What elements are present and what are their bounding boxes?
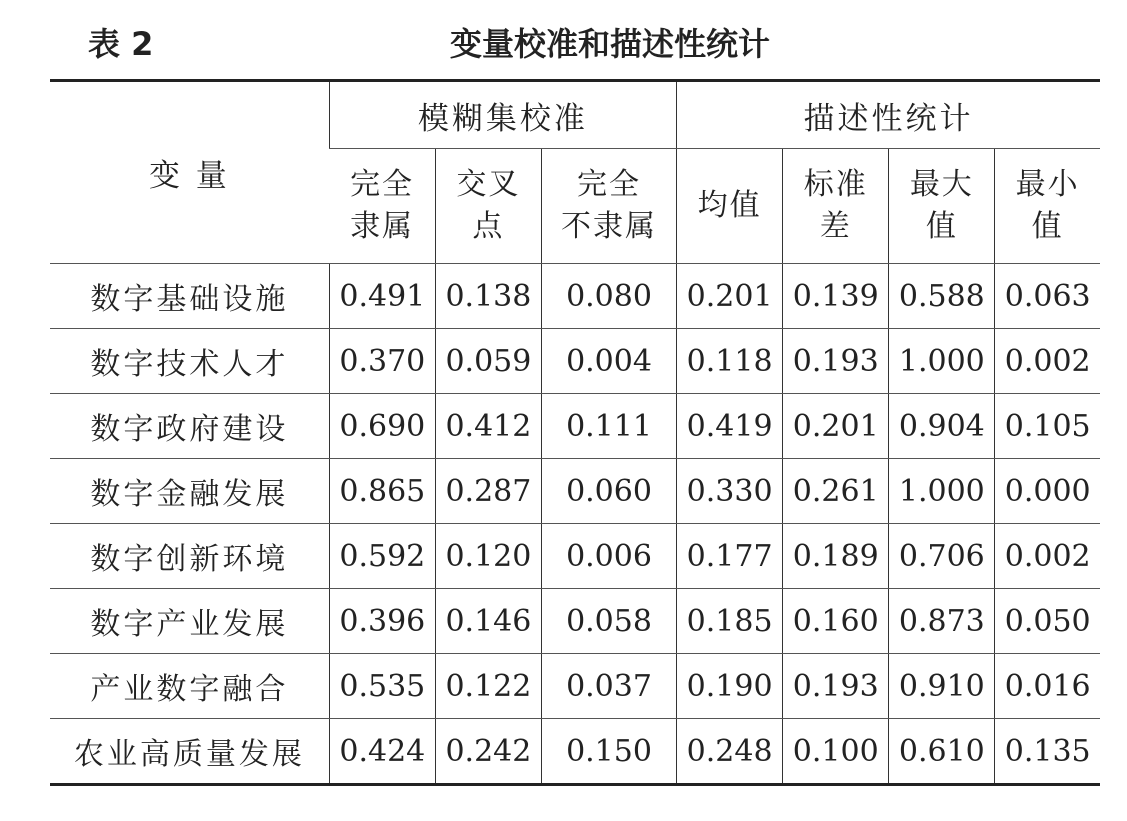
table-cell: 0.016: [995, 654, 1100, 719]
table-cell: 0.177: [677, 524, 783, 589]
row-label: 数字基础设施: [50, 264, 329, 329]
group-header-descriptive: 描述性统计: [677, 81, 1100, 149]
table-number: 表 2: [88, 25, 154, 63]
col-header-full-membership: 完全 隶属: [329, 149, 435, 264]
table-cell: 0.135: [995, 719, 1100, 785]
table-title: 变量校准和描述性统计: [449, 25, 770, 63]
table-cell: 0.185: [677, 589, 783, 654]
table-row: [50, 459, 1100, 524]
row-label: 产业数字融合: [50, 654, 329, 719]
table-cell: 0.865: [329, 459, 435, 524]
table-cell: 0.080: [541, 264, 676, 329]
table-cell: 0.370: [329, 329, 435, 394]
table-cell: 0.248: [677, 719, 783, 785]
table-cell: 0.690: [329, 394, 435, 459]
statistics-table: [50, 79, 1100, 786]
table-cell: 0.050: [995, 589, 1100, 654]
table-cell: 0.424: [329, 719, 435, 785]
table-cell: 0.063: [995, 264, 1100, 329]
table-cell: 0.100: [783, 719, 889, 785]
table-cell: 0.111: [541, 394, 676, 459]
table-cell: 0.535: [329, 654, 435, 719]
table-body: [50, 264, 1100, 785]
table-cell: 0.419: [677, 394, 783, 459]
table-cell: 0.122: [435, 654, 541, 719]
col-header-full-non-membership: 完全 不隶属: [541, 149, 676, 264]
table-cell: 0.412: [435, 394, 541, 459]
table-cell: 0.588: [889, 264, 995, 329]
table-cell: 0.002: [995, 524, 1100, 589]
table-cell: 0.059: [435, 329, 541, 394]
table-cell: 0.037: [541, 654, 676, 719]
table-cell: 0.105: [995, 394, 1100, 459]
table-cell: 0.138: [435, 264, 541, 329]
table-row: [50, 589, 1100, 654]
table-cell: 0.904: [889, 394, 995, 459]
table-cell: 0.396: [329, 589, 435, 654]
row-label: 农业高质量发展: [73, 737, 305, 772]
table-cell: 0.193: [783, 329, 889, 394]
table-cell: 0.060: [541, 459, 676, 524]
table-cell: 0.201: [783, 394, 889, 459]
row-label: 数字产业发展: [50, 589, 329, 654]
table-cell: 0.330: [677, 459, 783, 524]
group-header-calibration: 模糊集校准: [329, 81, 676, 149]
table-cell: 0.000: [995, 459, 1100, 524]
row-label: 数字创新环境: [50, 524, 329, 589]
table-cell: 0.193: [783, 654, 889, 719]
table-cell: 0.610: [889, 719, 995, 785]
table-row: [50, 394, 1100, 459]
table-cell: 0.190: [677, 654, 783, 719]
col-header-std-dev: 标准 差: [783, 149, 889, 264]
table-cell: 0.160: [783, 589, 889, 654]
row-label: 数字金融发展: [50, 459, 329, 524]
table-cell: 0.706: [889, 524, 995, 589]
table-cell: 1.000: [889, 329, 995, 394]
row-label: 数字政府建设: [50, 394, 329, 459]
table-row: [50, 524, 1100, 589]
table-cell: 0.150: [541, 719, 676, 785]
variable-header: 变 量: [50, 81, 329, 264]
table-cell: 0.002: [995, 329, 1100, 394]
table-cell: 1.000: [889, 459, 995, 524]
table-cell: 0.139: [783, 264, 889, 329]
table-cell: 0.287: [435, 459, 541, 524]
table-row: [50, 654, 1100, 719]
col-header-mean: 均值: [677, 149, 783, 264]
table-cell: 0.006: [541, 524, 676, 589]
table-cell: 0.189: [783, 524, 889, 589]
table-cell: 0.261: [783, 459, 889, 524]
table-cell: 0.491: [329, 264, 435, 329]
table-cell: 0.146: [435, 589, 541, 654]
row-label: 数字技术人才: [50, 329, 329, 394]
table-row: [50, 329, 1100, 394]
table-cell: 0.242: [435, 719, 541, 785]
table-row: [50, 264, 1100, 329]
table-cell: 0.201: [677, 264, 783, 329]
col-header-max: 最大 值: [889, 149, 995, 264]
col-header-min: 最小 值: [995, 149, 1100, 264]
table-cell: 0.910: [889, 654, 995, 719]
col-header-crossover: 交叉 点: [435, 149, 541, 264]
table-row: [50, 719, 1100, 785]
table-cell: 0.058: [541, 589, 676, 654]
table-cell: 0.118: [677, 329, 783, 394]
table-cell: 0.120: [435, 524, 541, 589]
table-cell: 0.873: [889, 589, 995, 654]
table-cell: 0.592: [329, 524, 435, 589]
table-cell: 0.004: [541, 329, 676, 394]
